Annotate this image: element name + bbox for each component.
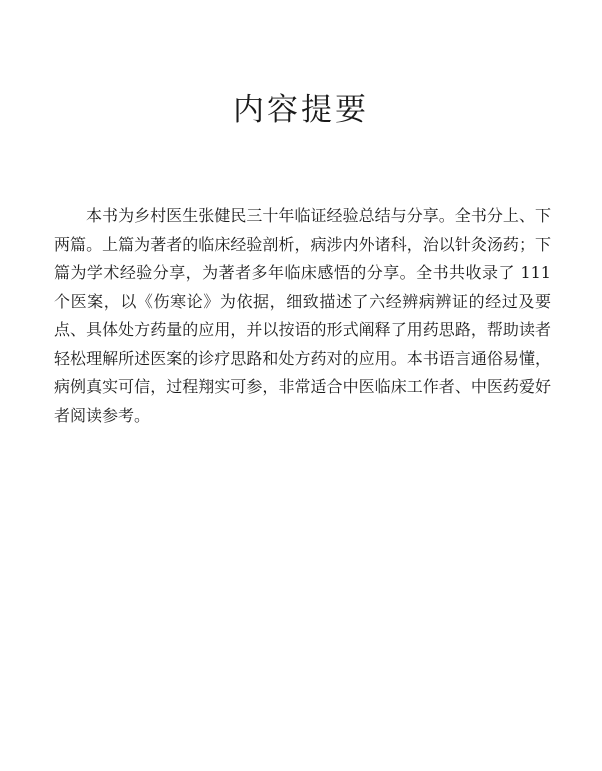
- abstract-paragraph: 本书为乡村医生张健民三十年临证经验总结与分享。全书分上、下两篇。上篇为著者的临床经验剖析，病涉内外诸科，治以针灸汤药；下篇为学术经验分享，为著者多年临床感悟的分享。全书共收录了 111 个医案，以《伤寒论》为依据，细致描述了六经辨病辨证的经过及要点、具体处方药量的应用，并以按语的形式阐释了用药思路，帮助读者轻松理解所述医案的诊疗思路和处方药对的应用。本书语言通俗易懂，病例真实可信，过程翔实可参，非常适合中医临床工作者、中医药爱好者阅读参考。: [54, 206, 551, 425]
- page-title: 内容提要: [233, 92, 369, 128]
- abstract-section: [54, 202, 551, 430]
